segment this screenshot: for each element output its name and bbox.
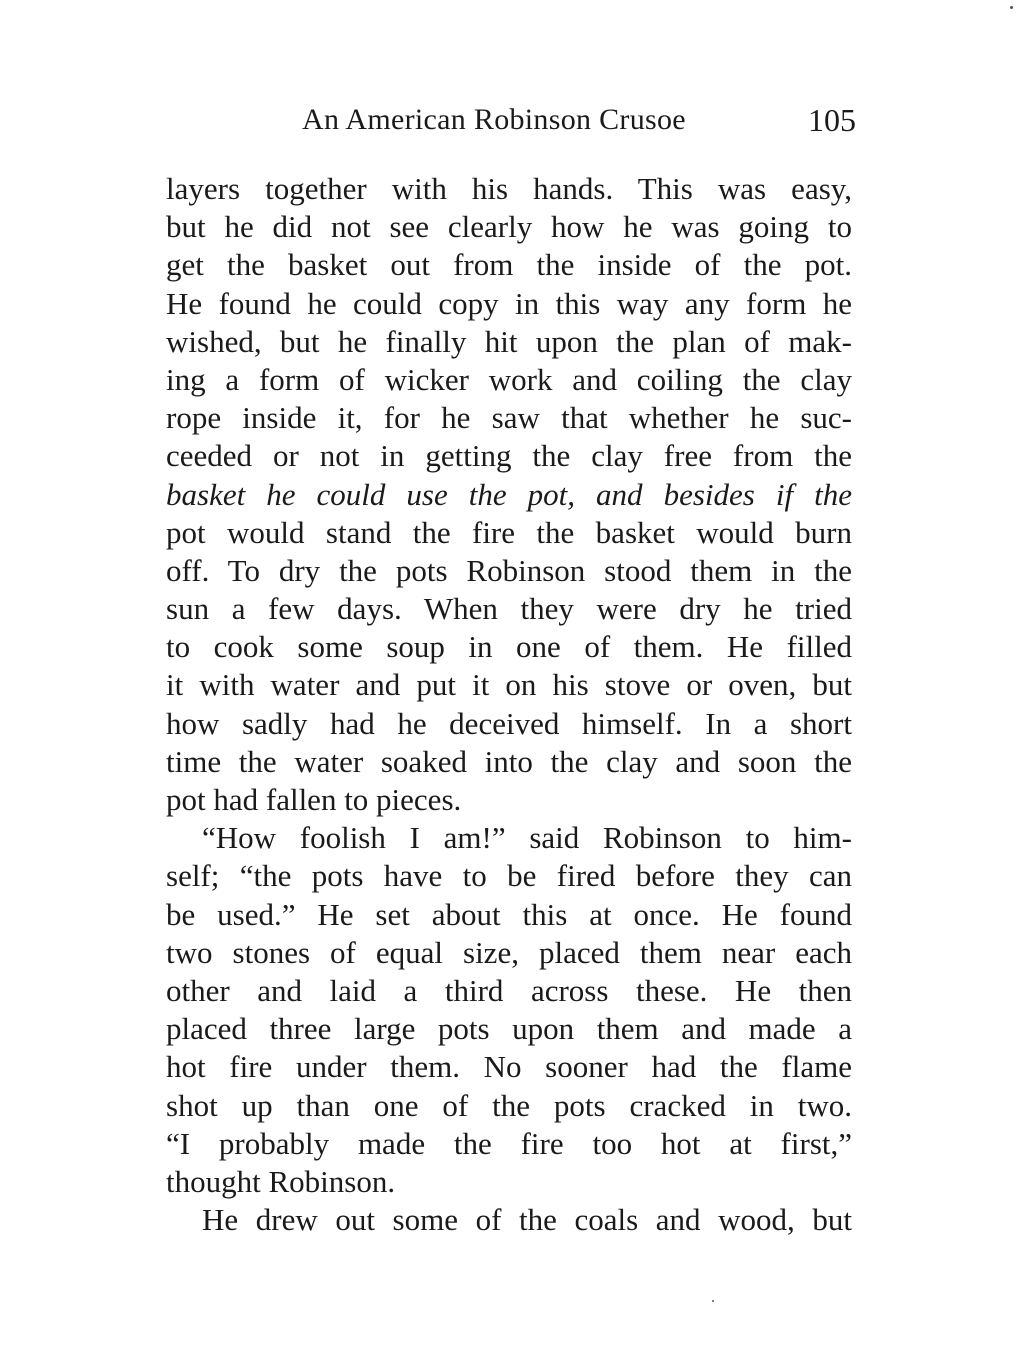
text-line: ing a form of wicker work and coiling the clay: [166, 361, 852, 397]
text-line: He found he could copy in this way any form he: [166, 285, 852, 321]
text-line: other and laid a third across these. He then: [166, 972, 852, 1008]
running-title: An American Robinson Crusoe: [302, 103, 686, 136]
text-line: layers together with his hands. This was easy,: [166, 171, 852, 206]
text-line: sun a few days. When they were dry he tried: [166, 591, 852, 627]
text-line: thought Robinson.: [166, 1163, 396, 1199]
text-line: off. To dry the pots Robinson stood them in the: [166, 552, 852, 588]
text-line: time the water soaked into the clay and soon the: [166, 743, 852, 779]
body-text: [166, 170, 852, 1239]
text-line: shot up than one of the pots cracked in two.: [166, 1087, 852, 1123]
text-line: “I probably made the fire too hot at first,”: [166, 1125, 852, 1161]
text-line: self; “the pots have to be fired before they can: [166, 858, 852, 894]
page-number: 105: [808, 102, 856, 138]
text-line: pot had fallen to pieces.: [166, 782, 462, 817]
text-line: but he did not see clearly how he was going to: [166, 209, 852, 245]
scan-speck: [1010, 6, 1013, 9]
running-head: [166, 98, 856, 142]
text-line: placed three large pots upon them and made a: [166, 1011, 852, 1047]
text-line: to cook some soup in one of them. He filled: [166, 629, 852, 665]
scan-speck: [712, 1300, 714, 1302]
text-line: it with water and put it on his stove or oven, but: [166, 667, 852, 703]
text-line: “How foolish I am!” said Robinson to him-: [202, 820, 852, 856]
text-line: get the basket out from the inside of the pot.: [166, 247, 852, 283]
text-line: rope inside it, for he saw that whether he suc-: [166, 400, 852, 436]
text-line: be used.” He set about this at once. He found: [166, 896, 852, 932]
text-line: pot would stand the fire the basket would burn: [166, 514, 852, 550]
text-line: He drew out some of the coals and wood, but: [202, 1202, 852, 1238]
text-line: two stones of equal size, placed them near each: [166, 934, 852, 970]
text-line: how sadly had he deceived himself. In a short: [166, 705, 852, 741]
text-line: ceeded or not in getting the clay free from the: [166, 438, 852, 474]
text-line: hot fire under them. No sooner had the flame: [166, 1049, 852, 1085]
text-line: wished, but he finally hit upon the plan of mak-: [166, 323, 852, 359]
text-line: basket he could use the pot, and besides if the: [166, 476, 852, 512]
